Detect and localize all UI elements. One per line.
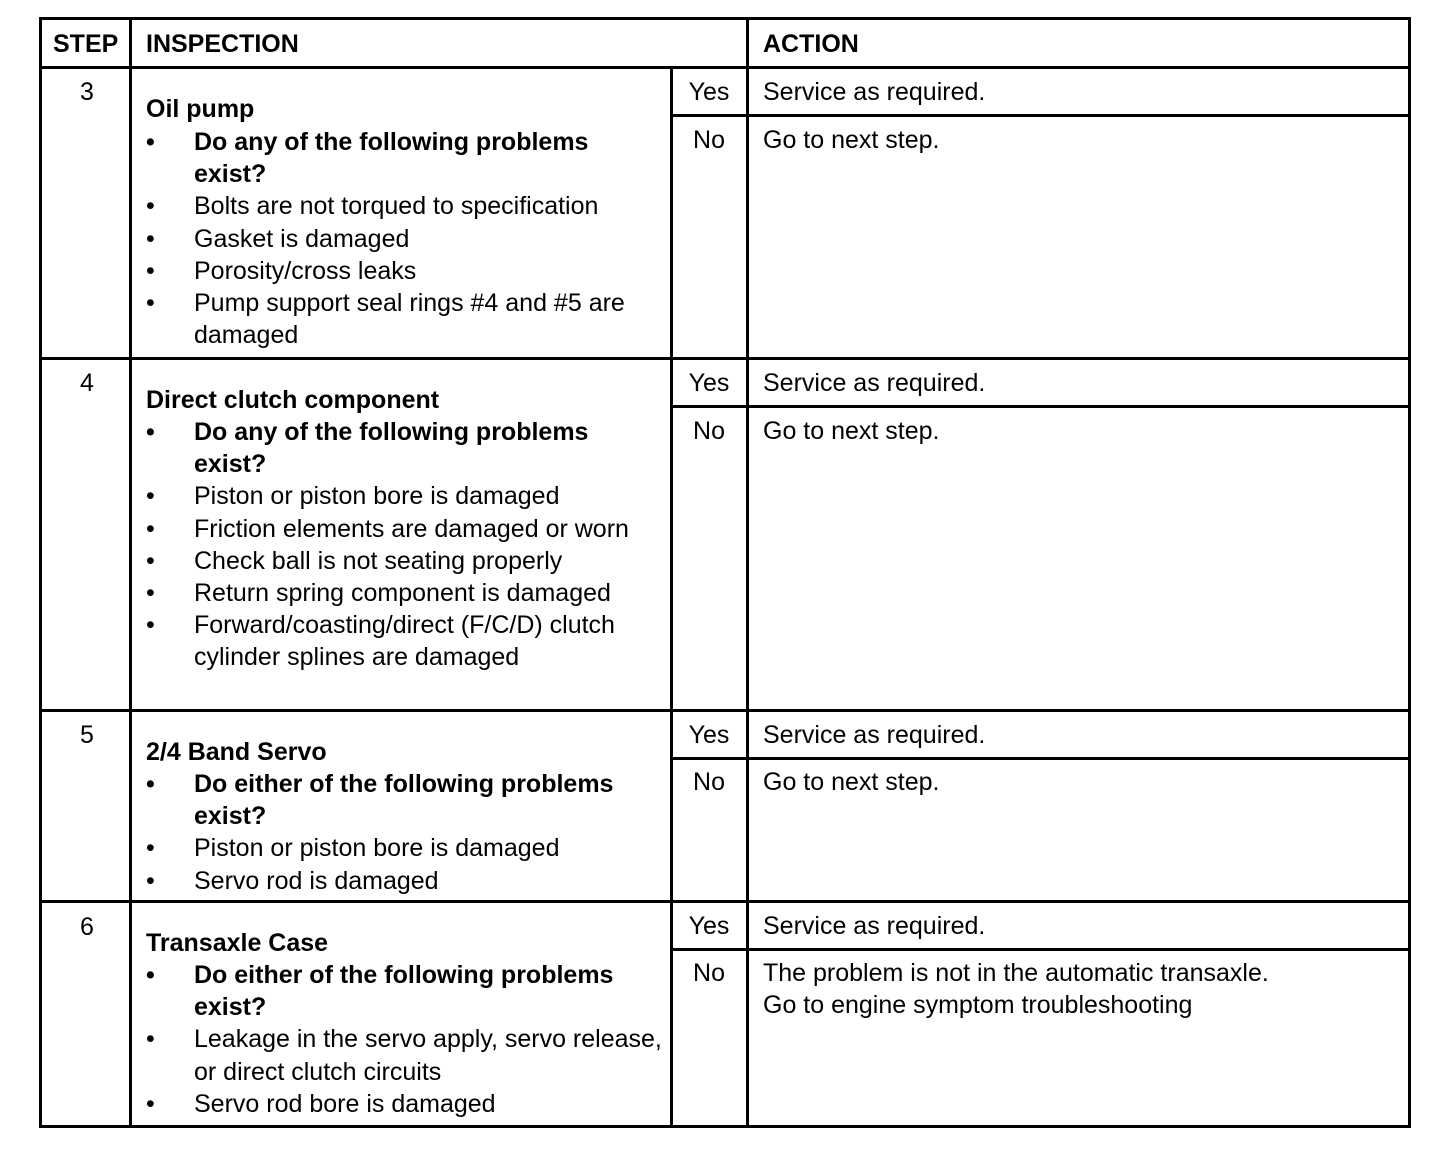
header-step: STEP — [53, 30, 119, 58]
inspection-question: • Do any of the following problems exist? — [146, 416, 666, 480]
action-line: Go to engine symptom troubleshooting — [763, 991, 1193, 1019]
list-item: • Piston or piston bore is damaged — [146, 832, 666, 864]
inspection-list — [146, 126, 666, 351]
step-number: 6 — [80, 913, 94, 941]
divider — [670, 114, 1411, 117]
inspection-question: • Do any of the following problems exist? — [146, 126, 666, 190]
action-line: Go to next step. — [763, 768, 940, 796]
inspection-title: Direct clutch component — [146, 386, 440, 414]
divider — [129, 17, 132, 1128]
no-label: No — [693, 126, 725, 154]
list-item: • Check ball is not seating properly — [146, 545, 666, 577]
list-item: • Return spring component is damaged — [146, 577, 666, 609]
divider — [39, 709, 1411, 712]
list-item: • Leakage in the servo apply, servo release, or direct clutch circuits — [146, 1023, 666, 1087]
inspection-list — [146, 959, 666, 1120]
yes-label: Yes — [688, 369, 730, 397]
inspection-title: Oil pump — [146, 95, 255, 123]
yes-action: Service as required. — [763, 912, 986, 940]
yes-action: Service as required. — [763, 78, 986, 106]
inspection-list — [146, 416, 666, 674]
yes-action: Service as required. — [763, 369, 986, 397]
list-item: • Pump support seal rings #4 and #5 are damaged — [146, 287, 666, 351]
divider — [39, 66, 1411, 69]
divider — [39, 900, 1411, 903]
no-action — [763, 766, 940, 798]
inspection-list — [146, 768, 666, 897]
list-item: • Gasket is damaged — [146, 223, 666, 255]
no-action — [763, 124, 940, 156]
list-item: • Servo rod is damaged — [146, 865, 666, 897]
yes-label: Yes — [688, 721, 730, 749]
step-number: 4 — [80, 369, 94, 397]
step-number: 5 — [80, 721, 94, 749]
list-item: • Friction elements are damaged or worn — [146, 513, 666, 545]
inspection-title: Transaxle Case — [146, 929, 329, 957]
list-item: • Piston or piston bore is damaged — [146, 480, 666, 512]
yes-label: Yes — [688, 78, 730, 106]
no-action — [763, 415, 940, 447]
inspection-question: • Do either of the following problems exist? — [146, 768, 666, 832]
no-label: No — [693, 768, 725, 796]
step-number: 3 — [80, 78, 94, 106]
divider — [39, 357, 1411, 360]
list-item: • Forward/coasting/direct (F/C/D) clutch cylinder splines are damaged — [146, 609, 666, 673]
list-item: • Bolts are not torqued to specification — [146, 190, 666, 222]
divider — [670, 405, 1411, 408]
header-action: ACTION — [763, 30, 859, 58]
divider — [670, 757, 1411, 760]
action-line: Go to next step. — [763, 126, 940, 154]
yes-action: Service as required. — [763, 721, 986, 749]
divider — [746, 17, 749, 1128]
no-action — [763, 957, 1269, 1021]
inspection-question: • Do either of the following problems exist? — [146, 959, 666, 1023]
list-item: • Porosity/cross leaks — [146, 255, 666, 287]
action-line: Go to next step. — [763, 417, 940, 445]
divider — [670, 948, 1411, 951]
action-line: The problem is not in the automatic transaxle. — [763, 959, 1269, 987]
header-inspection: INSPECTION — [146, 30, 299, 58]
yes-label: Yes — [688, 912, 730, 940]
no-label: No — [693, 959, 725, 987]
no-label: No — [693, 417, 725, 445]
list-item: • Servo rod bore is damaged — [146, 1088, 666, 1120]
inspection-title: 2/4 Band Servo — [146, 738, 327, 766]
